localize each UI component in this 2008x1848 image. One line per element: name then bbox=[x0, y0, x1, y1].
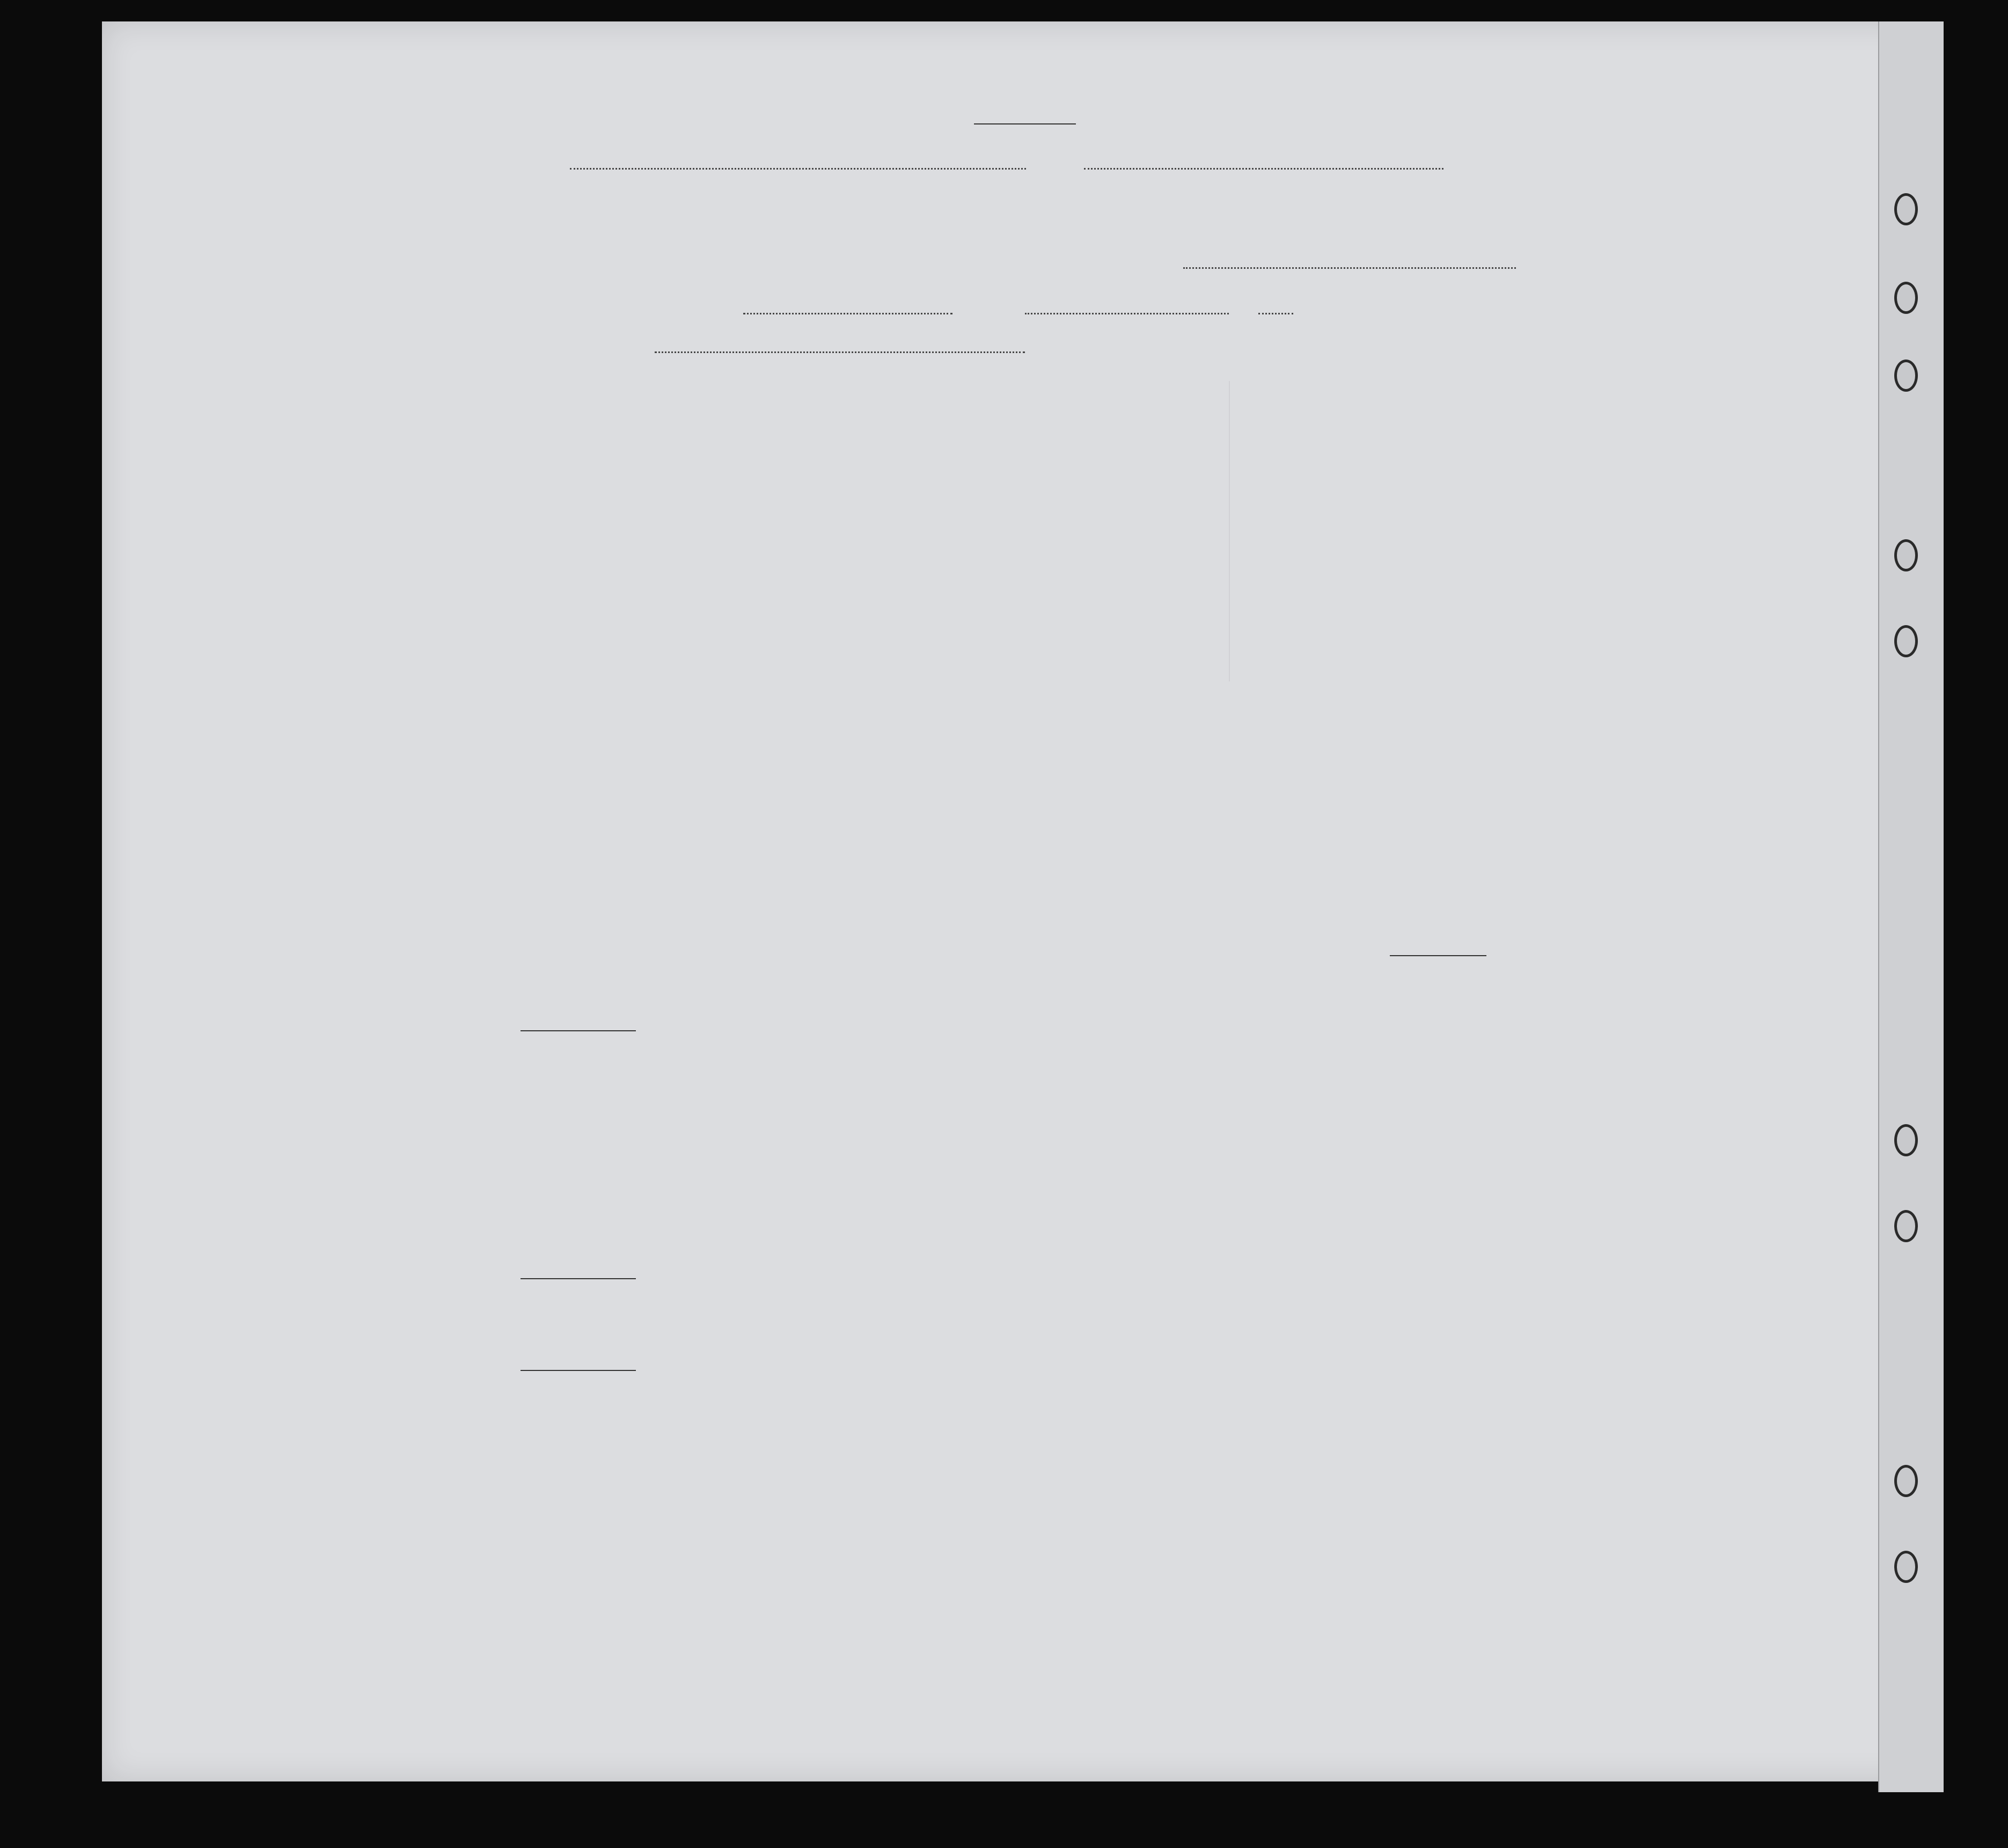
punch-hole bbox=[1894, 1465, 1918, 1497]
title-divider bbox=[974, 123, 1076, 124]
punch-hole bbox=[1894, 1551, 1918, 1583]
punch-hole bbox=[1894, 539, 1918, 571]
section-divider bbox=[521, 1370, 636, 1371]
punch-hole bbox=[1894, 193, 1918, 225]
punch-hole bbox=[1894, 282, 1918, 314]
vessel-blank-line bbox=[1084, 168, 1443, 170]
sworn-month-blank bbox=[1025, 313, 1229, 314]
punch-hole bbox=[1894, 1124, 1918, 1156]
punch-hole bbox=[1894, 1210, 1918, 1242]
inspector-signature-line bbox=[655, 351, 1025, 353]
punch-hole bbox=[1894, 360, 1918, 392]
section-divider bbox=[521, 1278, 636, 1279]
bleed-through-texture bbox=[1229, 381, 1820, 681]
name-blank-line bbox=[570, 168, 1026, 170]
section-divider bbox=[521, 1030, 636, 1031]
master-signature-line bbox=[1183, 267, 1516, 269]
sworn-year-blank bbox=[1258, 313, 1293, 314]
sworn-day-blank bbox=[743, 313, 952, 314]
punch-hole bbox=[1894, 625, 1918, 657]
races-divider bbox=[1390, 955, 1486, 956]
document-page bbox=[102, 21, 1926, 1781]
